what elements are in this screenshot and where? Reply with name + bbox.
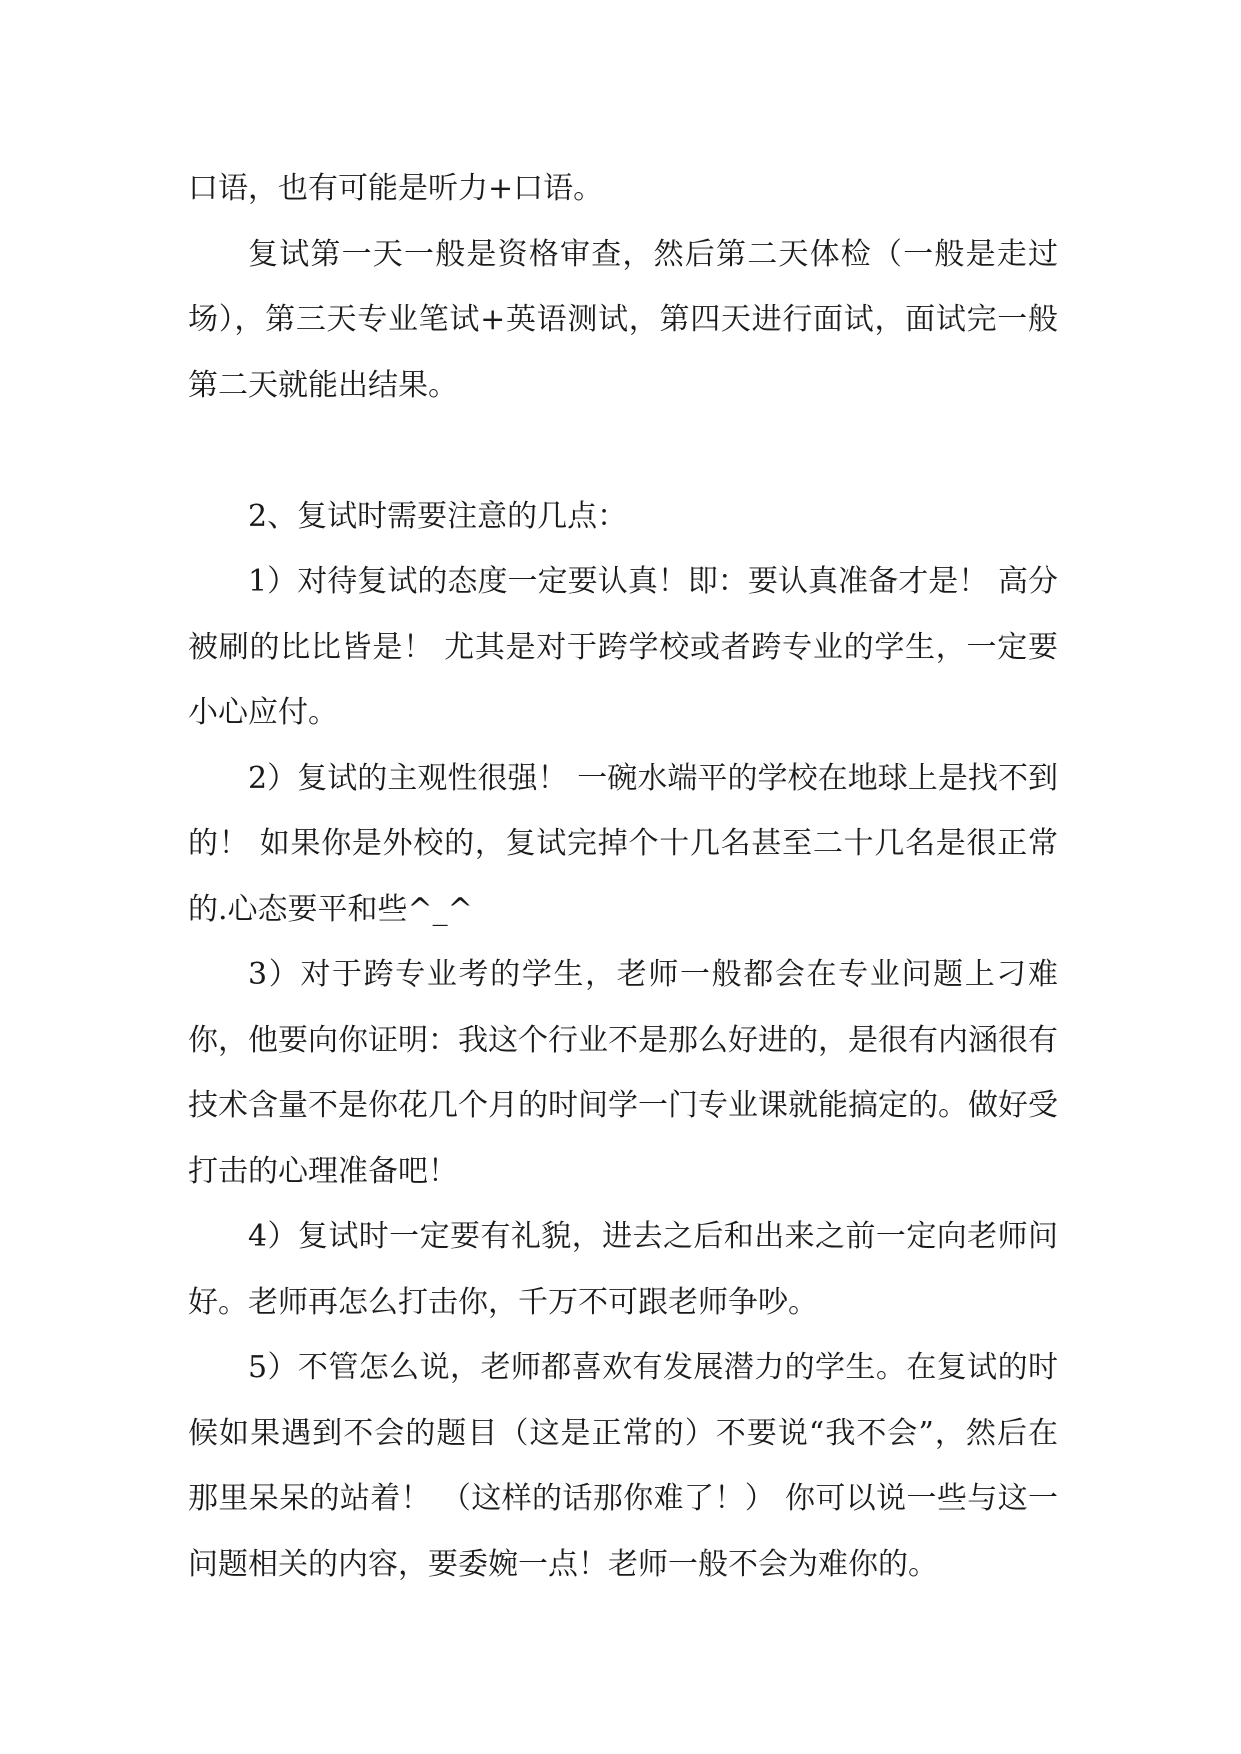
paragraph-gap [188,418,1058,484]
paragraph-oral-test: 口语，也有可能是听力+口语。 [188,171,604,206]
document-page [188,156,1058,1597]
paragraph-retest-schedule: 复试第一天一般是资格审查，然后第二天体检（一般是走过场），第三天专业笔试+英语测试，第四天进行面试，面试完一般第二天就能出结果。 [188,236,1058,403]
note-item-4: 4）复试时一定要有礼貌，进去之后和出来之前一定向老师问好。老师再怎么打击你，千万不可跟老师争吵。 [188,1219,1058,1320]
note-item-5: 5）不管怎么说，老师都喜欢有发展潜力的学生。在复试的时候如果遇到不会的题目（这是正常的）不要说“我不会”，然后在那里呆呆的站着！ （这样的话那你难了！） 你可以说一些与这一问题相关的内容，要委婉一点！老师一般不会为难你的。 [188,1350,1058,1582]
note-item-1: 1）对待复试的态度一定要认真！即：要认真准备才是！ 高分被刷的比比皆是！ 尤其是对于跨学校或者跨专业的学生，一定要小心应付。 [188,564,1058,730]
note-item-2: 2）复试的主观性很强！ 一碗水端平的学校在地球上是找不到的！ 如果你是外校的，复试完掉个十几名甚至二十几名是很正常的.心态要平和些^_^ [188,760,1058,927]
note-item-3: 3）对于跨专业考的学生，老师一般都会在专业问题上刁难你，他要向你证明：我这个行业不是那么好进的，是很有内涵很有技术含量不是你花几个月的时间学一门专业课就能搞定的。做好受打击的心理准备吧！ [188,957,1058,1189]
section-heading-notes: 2、复试时需要注意的几点： [248,498,628,534]
